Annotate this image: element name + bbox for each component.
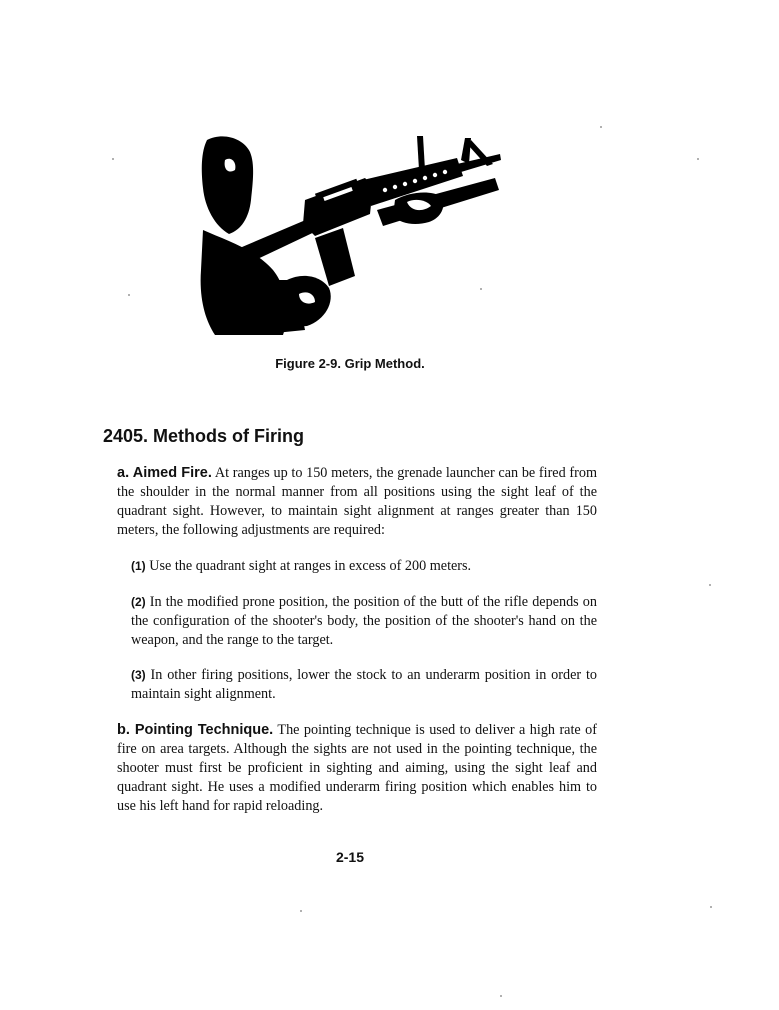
figure-caption: Figure 2-9. Grip Method. xyxy=(275,356,425,371)
pointing-technique-text: The pointing technique is used to deliver a high rate of fire on area targets. Although the sights are not used in the pointing technique, the shooter must first be proficient in sighting and aiming, using the sight leaf and quadrant sight. He uses a modified underarm firing position which enables him to use his left hand for rapid reloading. xyxy=(117,722,597,814)
pointing-technique-lead: b. Pointing Technique. xyxy=(117,722,274,738)
aimed-fire-item-1 xyxy=(131,557,597,576)
helmet-shape xyxy=(202,136,253,234)
scan-speck xyxy=(710,906,712,908)
quadrant-sight xyxy=(417,136,425,170)
front-sight xyxy=(461,138,471,164)
scan-speck xyxy=(112,158,114,160)
scan-speck xyxy=(300,910,302,912)
scan-speck xyxy=(500,995,502,997)
item-text: In the modified prone position, the position of the butt of the rifle depends on the configuration of the shooter's body, the position of the shooter's hand on the weapon, and the range to the target. xyxy=(131,594,597,648)
scan-speck xyxy=(480,288,482,290)
scan-speck xyxy=(697,158,699,160)
item-number: (3) xyxy=(131,668,146,682)
aimed-fire-item-2 xyxy=(131,593,597,650)
aimed-fire-lead: a. Aimed Fire. xyxy=(117,465,212,481)
item-number: (1) xyxy=(131,559,146,573)
aimed-fire-text: At ranges up to 150 meters, the grenade launcher can be fired from the shoulder in the normal manner from all positions using the sight leaf of the quadrant sight. However, to maintain sight alignment at ranges greater than 150 meters, the following adjustments are required: xyxy=(117,465,597,538)
pointing-technique-paragraph xyxy=(117,721,597,816)
rifle-magazine xyxy=(315,228,355,286)
scan-speck xyxy=(128,294,130,296)
page-number: 2-15 xyxy=(335,849,365,865)
scan-speck xyxy=(709,584,711,586)
item-number: (2) xyxy=(131,595,146,609)
grip-method-illustration xyxy=(195,130,505,340)
item-text: Use the quadrant sight at ranges in excess of 200 meters. xyxy=(149,558,472,574)
item-text: In other firing positions, lower the stock to an underarm position in order to maintain sight alignment. xyxy=(131,667,598,702)
aimed-fire-item-3 xyxy=(131,666,597,704)
scan-speck xyxy=(600,126,602,128)
aimed-fire-paragraph xyxy=(117,464,597,540)
section-heading: 2405. Methods of Firing xyxy=(103,426,305,446)
